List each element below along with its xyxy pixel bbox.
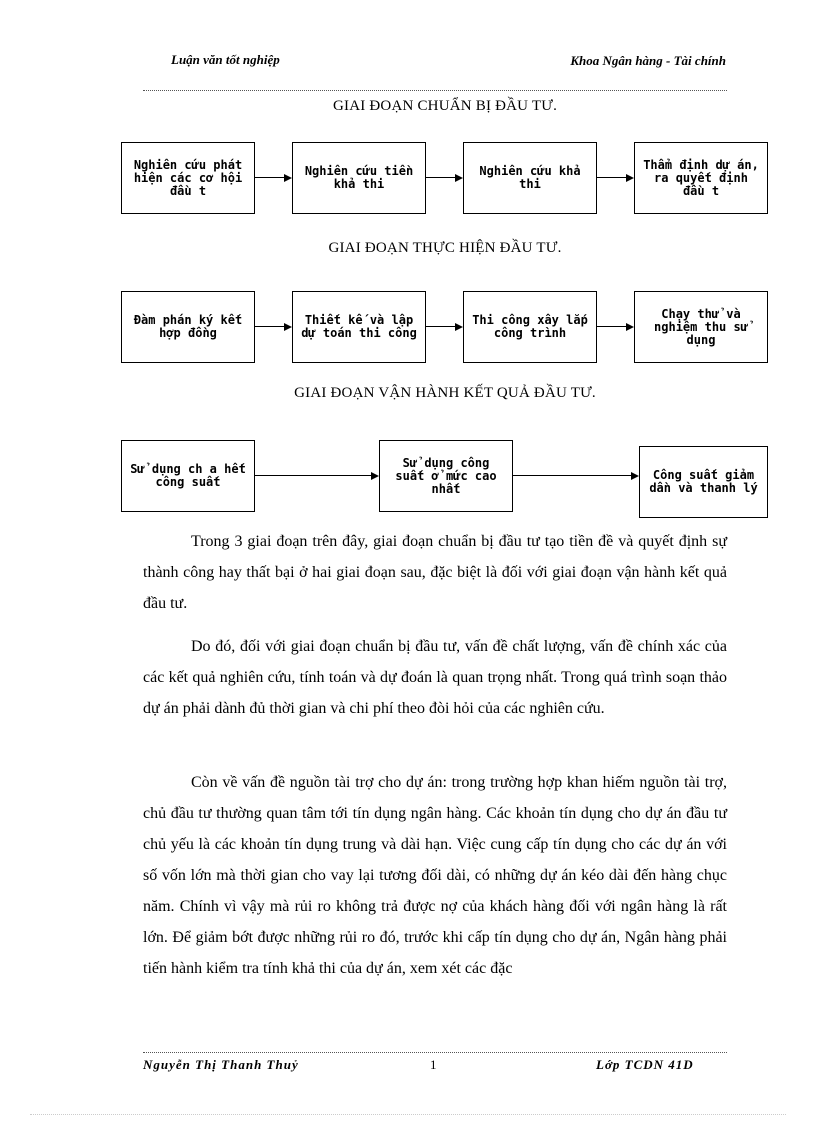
stage-title-preparation: GIAI ĐOẠN CHUẨN BỊ ĐẦU TƯ.: [332, 98, 558, 114]
flow-box-prefeasibility-study: Nghiên cứu tiền khả thi: [292, 142, 426, 214]
flow-arrow: [255, 471, 379, 481]
flow-arrow: [255, 173, 292, 183]
page-bottom-divider: [30, 1114, 786, 1115]
header-divider: [143, 90, 727, 91]
flow-box-contract-negotiation: Đàm phán ký kết hợp đồng: [121, 291, 255, 363]
footer-class: Lớp TCDN 41D: [596, 1057, 694, 1072]
footer-page-number: 1: [430, 1057, 437, 1072]
flow-arrow: [255, 322, 292, 332]
flow-box-appraisal-decision: Thẩm định dự án, ra quyết định đầu t: [634, 142, 768, 214]
flow-box-trial-acceptance: Chạy thử và nghiệm thu sử dụng: [634, 291, 768, 363]
flow-box-construction: Thi công xây lắp công trình: [463, 291, 597, 363]
footer-author: Nguyễn Thị Thanh Thuỷ: [143, 1057, 299, 1072]
flow-arrow: [426, 322, 463, 332]
flow-arrow: [513, 471, 639, 481]
flow-box-decline-liquidation: Công suất giảm dần và thanh lý: [639, 446, 768, 518]
flow-box-full-capacity: Sử dụng công suất ở mức cao nhất: [379, 440, 513, 512]
header-thesis-label: Luận văn tốt nghiệp: [171, 52, 280, 67]
stage-title-operation: GIAI ĐOẠN VẬN HÀNH KẾT QUẢ ĐẦU TƯ.: [294, 385, 596, 401]
flow-box-feasibility-study: Nghiên cứu khả thi: [463, 142, 597, 214]
header-faculty-label: Khoa Ngân hàng - Tài chính: [570, 53, 726, 68]
flow-arrow: [597, 173, 634, 183]
flow-box-opportunity-study: Nghiên cứu phát hiện các cơ hội đầu t: [121, 142, 255, 214]
flow-arrow: [426, 173, 463, 183]
flow-box-design-estimate: Thiết kế và lập dự toán thi công: [292, 291, 426, 363]
flow-box-under-capacity: Sử dụng ch a hết công suất: [121, 440, 255, 512]
body-paragraph: Trong 3 giai đoạn trên đây, giai đoạn chuẩn bị đầu tư tạo tiền đề và quyết định sự thành công hay thất bại ở hai giai đoạn sau, đặc biệt là đối với giai đoạn vận hành kết quả đầu tư.: [143, 533, 727, 612]
body-paragraph: Do đó, đối với giai đoạn chuẩn bị đầu tư, vấn đề chất lượng, vấn đề chính xác của các kết quả nghiên cứu, tính toán và dự đoán là quan trọng nhất. Trong quá trình soạn thảo dự án phải dành đủ thời gian và chi phí theo đòi hỏi của các nghiên cứu.: [143, 638, 727, 717]
footer-divider: [143, 1052, 727, 1053]
body-paragraph: Còn về vấn đề nguồn tài trợ cho dự án: trong trường hợp khan hiếm nguồn tài trợ, chủ đầu tư thường quan tâm tới tín dụng ngân hàng. Các khoản tín dụng cho dự án đầu tư chủ yếu là các khoản tín dụng trung và dài hạn. Việc cung cấp tín dụng cho các dự án với số vốn lớn mà thời gian cho vay lại tương đối dài, có những dự án kéo dài đến hàng chục năm. Chính vì vậy mà rủi ro không trả được nợ của khách hàng đối với ngân hàng là rất lớn. Để giảm bớt được những rủi ro đó, trước khi cấp tín dụng cho dự án, Ngân hàng phải tiến hành kiểm tra tính khả thi của dự án, xem xét các đặc: [143, 774, 727, 977]
stage-title-implementation: GIAI ĐOẠN THỰC HIỆN ĐẦU TƯ.: [328, 240, 562, 256]
flow-arrow: [597, 322, 634, 332]
